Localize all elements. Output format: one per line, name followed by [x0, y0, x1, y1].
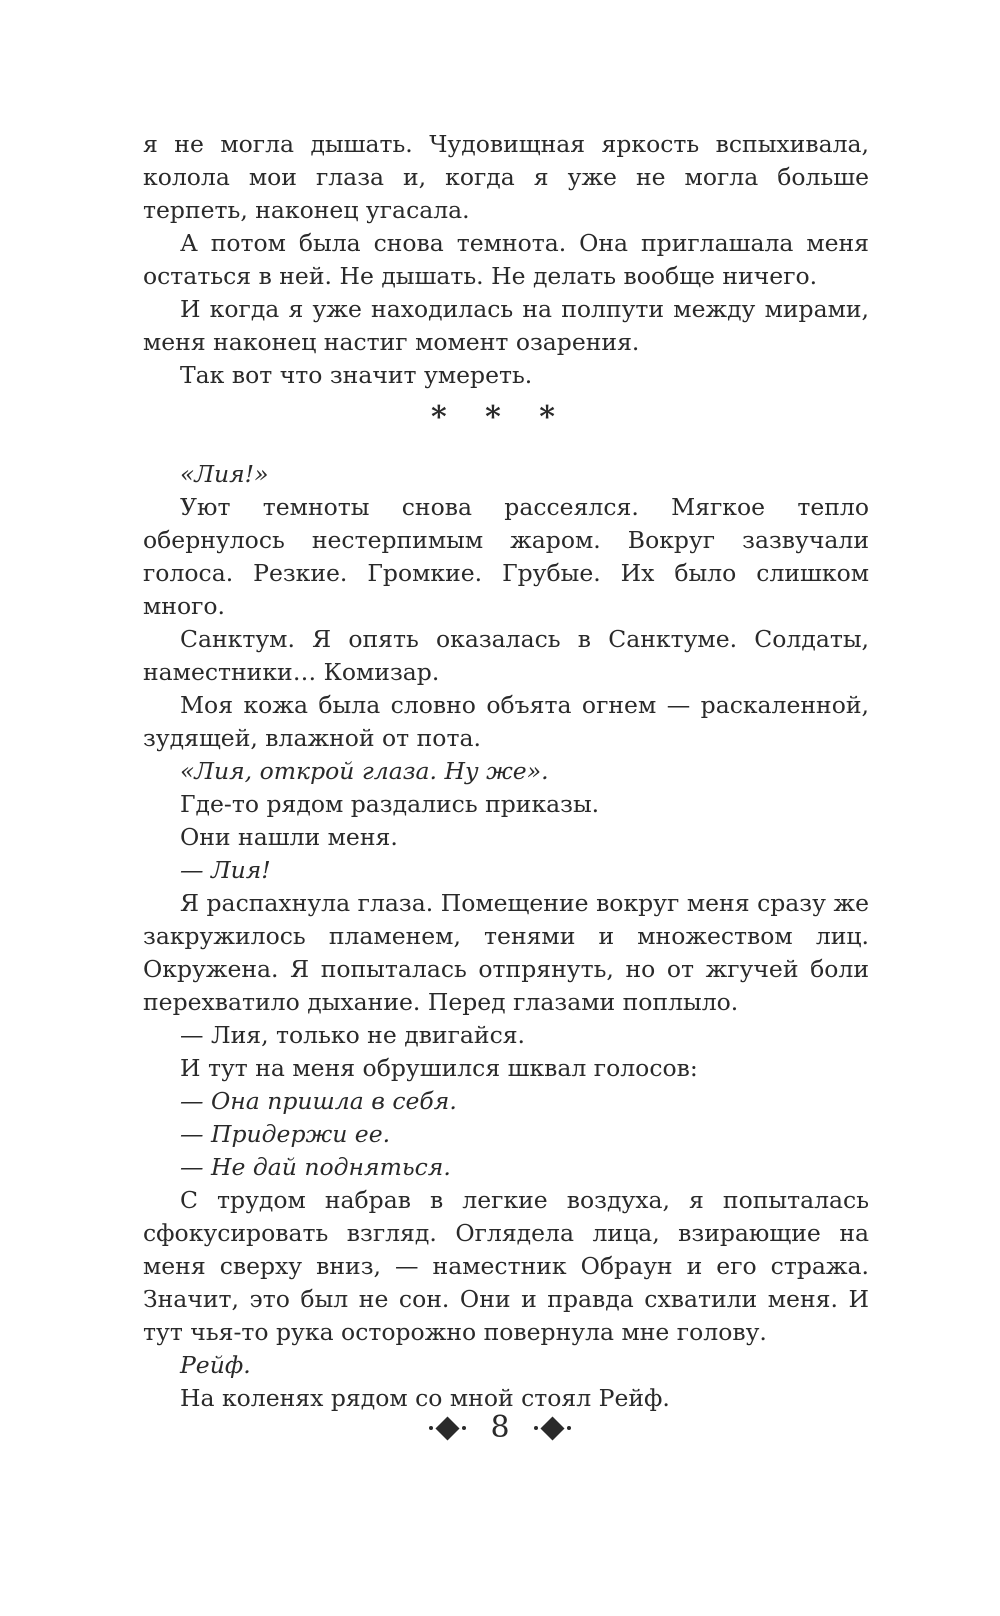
dot-icon: [567, 1426, 571, 1430]
paragraph: И тут на меня обрушился шквал голосов:: [180, 1054, 698, 1082]
paragraph-italic: «Лия, открой глаза. Ну же».: [180, 757, 549, 785]
diamond-icon: [540, 1416, 564, 1440]
paragraph: я не могла дышать. Чудовищная яркость вспыхивала, колола мои глаза и, когда я уже не могла больше терпеть, наконец угасала.: [143, 130, 869, 224]
page-footer: [0, 1408, 1000, 1448]
page-number: 8: [490, 1410, 510, 1445]
section-separator: * * *: [431, 400, 569, 435]
dot-icon: [534, 1426, 538, 1430]
paragraph: Санктум. Я опять оказалась в Санктуме. Солдаты, наместники… Комизар.: [143, 625, 869, 686]
diamond-icon: [435, 1416, 459, 1440]
paragraph-italic: — Она пришла в себя.: [180, 1087, 457, 1115]
paragraph: А потом была снова темнота. Она приглашала меня остаться в ней. Не дышать. Не делать вообще ничего.: [143, 229, 869, 290]
paragraph-italic: — Придержи ее.: [180, 1120, 391, 1148]
paragraph: Я распахнула глаза. Помещение вокруг меня сразу же закружилось пламенем, тенями и множеством лиц. Окружена. Я попыталась отпрянуть, но от жгучей боли перехватило дыхание. Перед глазами поплыло.: [143, 889, 869, 1016]
paragraph: — Лия, только не двигайся.: [180, 1021, 526, 1049]
dot-icon: [462, 1426, 466, 1430]
paragraph: Так вот что значит умереть.: [180, 361, 533, 389]
paragraph-italic: — Лия!: [180, 856, 271, 884]
text-section-two: [143, 458, 869, 1415]
paragraph: И когда я уже находилась на полпути между мирами, меня наконец настиг момент озарения.: [143, 295, 869, 356]
paragraph: Где-то рядом раздались приказы.: [180, 790, 600, 818]
dot-icon: [429, 1426, 433, 1430]
left-ornament-icon: [429, 1420, 466, 1437]
paragraph: Они нашли меня.: [180, 823, 398, 851]
paragraph: Уют темноты снова рассеялся. Мягкое тепло обернулось нестерпимым жаром. Вокруг зазвучали голоса. Резкие. Громкие. Грубые. Их было слишком много.: [143, 493, 869, 620]
text-section-one: [143, 128, 869, 392]
paragraph: На коленях рядом со мной стоял Рейф.: [180, 1384, 670, 1412]
paragraph-italic: Рейф.: [180, 1351, 251, 1379]
paragraph-italic: «Лия!»: [180, 460, 269, 488]
paragraph-italic: — Не дай подняться.: [180, 1153, 451, 1181]
paragraph: Моя кожа была словно объята огнем — раскаленной, зудящей, влажной от пота.: [143, 691, 869, 752]
right-ornament-icon: [534, 1420, 571, 1437]
paragraph: С трудом набрав в легкие воздуха, я попыталась сфокусировать взгляд. Оглядела лица, взирающие на меня сверху вниз, — наместник Обраун и его стража. Значит, это был не сон. Они и правда схватили меня. И тут чья-то рука осторожно повернула мне голову.: [143, 1186, 869, 1346]
